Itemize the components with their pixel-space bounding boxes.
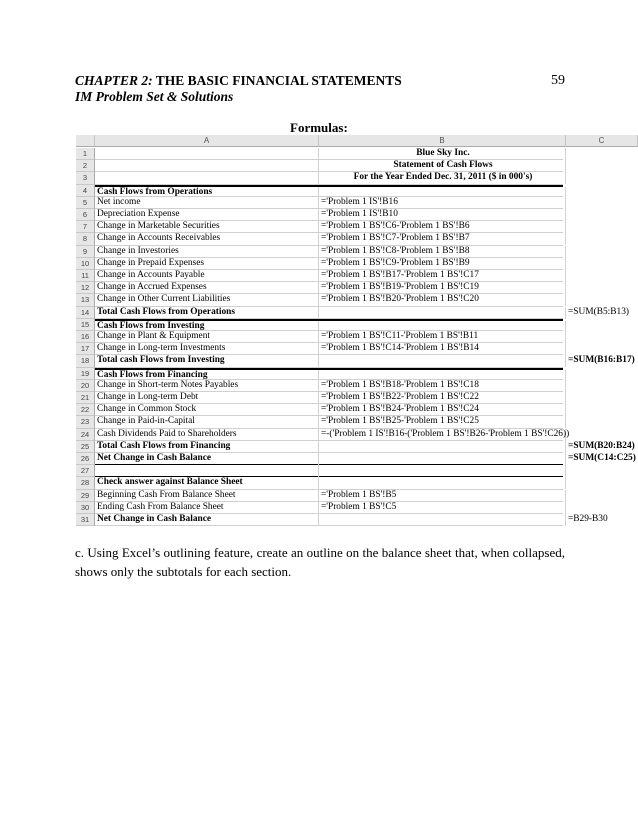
cell-a[interactable]: Change in Short-term Notes Payables — [95, 380, 319, 392]
cell-a[interactable]: Change in Accounts Payable — [95, 270, 319, 282]
cell-c[interactable] — [566, 343, 638, 355]
sheet-row — [95, 185, 563, 197]
row-header[interactable]: 4 — [76, 185, 95, 197]
row-header[interactable]: 21 — [76, 392, 95, 404]
sheet-row — [95, 404, 563, 416]
cell-c[interactable] — [566, 221, 638, 233]
cell-a[interactable]: Total Cash Flows from Operations — [95, 307, 319, 319]
row-header[interactable]: 22 — [76, 404, 95, 416]
row-header[interactable]: 16 — [76, 331, 95, 343]
cell-b[interactable]: ='Problem 1 BS'!B25-'Problem 1 BS'!C25 — [319, 416, 566, 428]
spreadsheet — [76, 135, 636, 528]
row-header[interactable]: 26 — [76, 453, 95, 465]
cell-c[interactable] — [566, 209, 638, 221]
cell-b[interactable]: ='Problem 1 IS'!B10 — [319, 209, 566, 221]
cell-c[interactable] — [566, 380, 638, 392]
chapter-label: CHAPTER 2: — [75, 73, 153, 88]
page-header — [75, 73, 402, 105]
sheet-row — [95, 355, 635, 367]
cell-a[interactable] — [95, 465, 319, 477]
cell-a[interactable]: Beginning Cash From Balance Sheet — [95, 490, 319, 502]
column-header-c[interactable]: C — [566, 135, 638, 147]
cell-a[interactable]: Net income — [95, 197, 319, 209]
cell-a[interactable]: Cash Flows from Investing — [95, 321, 319, 333]
sheet-row — [95, 428, 570, 441]
sheet-row — [95, 440, 635, 453]
row-header[interactable]: 31 — [76, 514, 95, 526]
row-header[interactable]: 18 — [76, 355, 95, 367]
sheet-row — [95, 319, 563, 331]
row-header[interactable]: 1 — [76, 148, 95, 160]
cell-a[interactable] — [95, 148, 319, 160]
cell-c[interactable] — [566, 246, 638, 258]
cell-a[interactable]: Change in Paid-in-Capital — [95, 416, 319, 428]
sheet-row — [95, 270, 563, 282]
row-header[interactable]: 24 — [76, 429, 95, 441]
cell-c[interactable] — [566, 233, 638, 245]
cell-c[interactable] — [566, 270, 638, 282]
row-header[interactable]: 11 — [76, 270, 95, 282]
cell-a[interactable]: Depreciation Expense — [95, 209, 319, 221]
row-header[interactable]: 14 — [76, 307, 95, 319]
cell-c[interactable] — [566, 282, 638, 294]
sheet-row — [95, 331, 563, 343]
sheet-row — [95, 148, 563, 160]
sheet-row — [95, 453, 636, 465]
cell-a[interactable]: Change in Accrued Expenses — [95, 282, 319, 294]
sheet-row — [95, 160, 563, 172]
cell-a[interactable]: Check answer against Balance Sheet — [95, 477, 319, 489]
row-header[interactable]: 15 — [76, 319, 95, 331]
cell-b[interactable] — [319, 453, 566, 465]
cell-b[interactable]: ='Problem 1 BS'!B5 — [319, 490, 566, 502]
sheet-row — [95, 258, 563, 270]
column-header-b[interactable]: B — [319, 135, 566, 147]
cell-a[interactable]: Change in Investories — [95, 246, 319, 258]
cell-c[interactable] — [566, 160, 638, 172]
row-header[interactable]: 6 — [76, 209, 95, 221]
cell-a[interactable]: Net Change in Cash Balance — [95, 514, 319, 526]
cell-c[interactable] — [566, 148, 638, 160]
sheet-row — [95, 490, 563, 502]
cell-a[interactable]: Cash Dividends Paid to Shareholders — [95, 429, 319, 441]
sheet-row — [95, 368, 563, 380]
cell-a[interactable]: Total cash Flows from Investing — [95, 355, 319, 367]
cell-a[interactable]: Change in Plant & Equipment — [95, 331, 319, 343]
cell-a[interactable] — [95, 172, 319, 184]
cell-a[interactable]: Change in Other Current Liabilities — [95, 294, 319, 306]
cell-c[interactable] — [566, 331, 638, 343]
sheet-row — [95, 306, 630, 319]
question-paragraph: c. Using Excel’s outlining feature, create an outline on the balance sheet that, when collapsed, shows only the subtotals for each section. — [75, 545, 565, 579]
cell-c[interactable]: =SUM(B16:B17) — [568, 355, 635, 366]
sheet-row — [95, 514, 608, 526]
cell-b[interactable] — [319, 465, 566, 477]
cell-a[interactable]: Ending Cash From Balance Sheet — [95, 502, 319, 514]
cell-b[interactable]: ='Problem 1 BS'!C6-'Problem 1 BS'!B6 — [319, 221, 566, 233]
cell-a[interactable]: Cash Flows from Operations — [95, 187, 319, 199]
cell-b[interactable] — [319, 514, 566, 526]
sheet-row — [95, 294, 563, 306]
row-header[interactable]: 8 — [76, 233, 95, 245]
cell-c[interactable] — [566, 490, 638, 502]
cell-b[interactable]: Blue Sky Inc. — [319, 148, 566, 160]
cell-a[interactable]: Change in Accounts Receivables — [95, 233, 319, 245]
cell-a[interactable]: Cash Flows from Financing — [95, 370, 319, 382]
cell-a[interactable] — [95, 160, 319, 172]
cell-c[interactable] — [566, 404, 638, 416]
cell-c[interactable] — [566, 172, 638, 184]
cell-a[interactable]: Net Change in Cash Balance — [95, 453, 319, 465]
sheet-row — [95, 416, 563, 428]
cell-b[interactable]: ='Problem 1 BS'!C5 — [319, 502, 566, 514]
row-header[interactable]: 19 — [76, 368, 95, 380]
cell-a[interactable]: Change in Common Stock — [95, 404, 319, 416]
sheet-row — [95, 392, 563, 404]
cell-b[interactable]: ='Problem 1 IS'!B16 — [319, 197, 566, 209]
sheet-row — [95, 209, 563, 221]
cell-c[interactable] — [566, 502, 638, 514]
page-subtitle: IM Problem Set & Solutions — [75, 89, 234, 104]
sheet-row — [95, 282, 563, 294]
chapter-title: THE BASIC FINANCIAL STATEMENTS — [152, 73, 402, 88]
cell-b[interactable] — [319, 355, 566, 367]
row-header[interactable]: 20 — [76, 380, 95, 392]
cell-c[interactable] — [566, 392, 638, 404]
sheet-row — [95, 380, 563, 392]
cell-b[interactable]: ='Problem 1 BS'!B20-'Problem 1 BS'!C20 — [319, 294, 566, 306]
cell-c[interactable] — [566, 258, 638, 270]
cell-c[interactable] — [566, 429, 638, 441]
sheet-row — [95, 502, 563, 514]
cell-b[interactable] — [319, 307, 566, 319]
cell-c[interactable]: =SUM(B5:B13) — [568, 306, 630, 317]
row-header[interactable]: 25 — [76, 441, 95, 453]
row-header[interactable]: 5 — [76, 197, 95, 209]
sheet-row — [95, 221, 563, 233]
sheet-row — [95, 233, 563, 245]
cell-c[interactable] — [566, 416, 638, 428]
row-header[interactable]: 28 — [76, 477, 95, 489]
cell-a[interactable]: Change in Long-term Debt — [95, 392, 319, 404]
cell-b[interactable]: ='Problem 1 BS'!B18-'Problem 1 BS'!C18 — [319, 380, 566, 392]
cell-b[interactable]: ='Problem 1 BS'!C11-'Problem 1 BS'!B11 — [319, 331, 566, 343]
cell-b[interactable] — [319, 477, 566, 489]
cell-b[interactable]: ='Problem 1 BS'!C14-'Problem 1 BS'!B14 — [319, 343, 566, 355]
sheet-row — [95, 477, 563, 489]
cell-c[interactable] — [566, 294, 638, 306]
row-header[interactable]: 3 — [76, 172, 95, 184]
select-all-corner[interactable] — [76, 135, 95, 147]
row-header[interactable]: 7 — [76, 221, 95, 233]
row-header[interactable]: 9 — [76, 246, 95, 258]
cell-c[interactable] — [566, 477, 638, 489]
cell-a[interactable]: Change in Long-term Investments — [95, 343, 319, 355]
row-header[interactable]: 23 — [76, 416, 95, 428]
page-number: 59 — [551, 73, 565, 88]
cell-c[interactable]: =SUM(C14:C25) — [568, 453, 636, 463]
cell-b[interactable]: ='Problem 1 BS'!B22-'Problem 1 BS'!C22 — [319, 392, 566, 404]
cell-a[interactable]: Total Cash Flows from Financing — [95, 441, 319, 453]
cell-b[interactable]: ='Problem 1 BS'!C9-'Problem 1 BS'!B9 — [319, 258, 566, 270]
formulas-heading: Formulas: — [290, 120, 348, 135]
sheet-row — [95, 465, 563, 477]
cell-b[interactable]: ='Problem 1 BS'!B24-'Problem 1 BS'!C24 — [319, 404, 566, 416]
row-header[interactable]: 13 — [76, 294, 95, 306]
column-header-a[interactable]: A — [95, 135, 319, 147]
row-header[interactable]: 30 — [76, 502, 95, 514]
row-header[interactable]: 17 — [76, 343, 95, 355]
sheet-row — [95, 172, 563, 184]
row-header[interactable]: 10 — [76, 258, 95, 270]
row-header[interactable]: 29 — [76, 490, 95, 502]
cell-c[interactable]: =SUM(B20:B24) — [568, 440, 635, 451]
cell-c[interactable] — [566, 465, 638, 477]
sheet-row — [95, 246, 563, 258]
cell-b[interactable]: ='Problem 1 BS'!B17-'Problem 1 BS'!C17 — [319, 270, 566, 282]
cell-a[interactable]: Change in Prepaid Expenses — [95, 258, 319, 270]
cell-b[interactable]: Statement of Cash Flows — [319, 160, 566, 172]
cell-b[interactable] — [319, 441, 566, 453]
cell-c[interactable]: =B29-B30 — [568, 514, 608, 524]
cell-b[interactable]: =-('Problem 1 IS'!B16-('Problem 1 BS'!B26-'Problem 1 BS'!C26)) — [321, 428, 570, 439]
cell-a[interactable]: Change in Marketable Securities — [95, 221, 319, 233]
row-header[interactable]: 12 — [76, 282, 95, 294]
row-header[interactable]: 2 — [76, 160, 95, 172]
sheet-row — [95, 343, 563, 355]
cell-b[interactable]: For the Year Ended Dec. 31, 2011 ($ in 000's) — [319, 172, 566, 184]
cell-b[interactable]: ='Problem 1 BS'!B19-'Problem 1 BS'!C19 — [319, 282, 566, 294]
cell-b[interactable]: ='Problem 1 BS'!C7-'Problem 1 BS'!B7 — [319, 233, 566, 245]
sheet-row — [95, 197, 563, 209]
cell-b[interactable]: ='Problem 1 BS'!C8-'Problem 1 BS'!B8 — [319, 246, 566, 258]
row-header[interactable]: 27 — [76, 465, 95, 477]
cell-c[interactable] — [566, 197, 638, 209]
